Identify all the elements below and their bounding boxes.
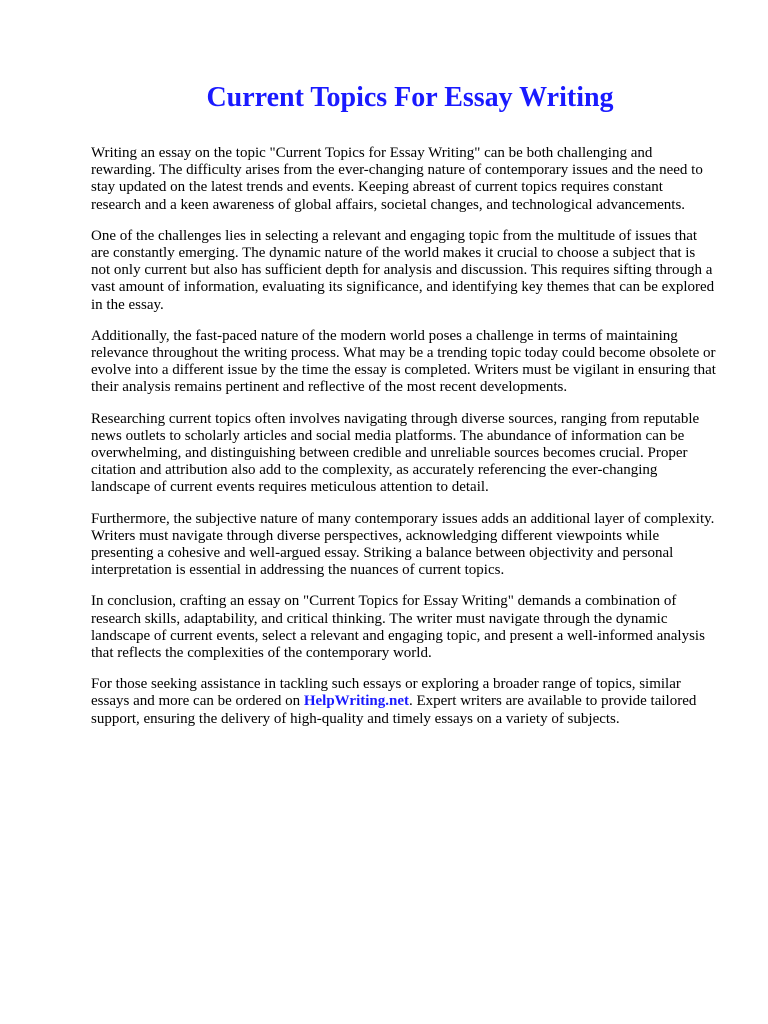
closing-text-after-link: . Expert writers are available to provide tailored support, ensuring the delivery of high-quality and timely essays on a variety of subjects. [91, 693, 697, 727]
paragraph-research: Researching current topics often involves navigating through diverse sources, ranging from reputable news outlets to scholarly articles and social media platforms. The abundance of information can be overwhelming, and distinguishing between credible and unreliable sources becomes crucial. Proper citation and attribution also add to the complexity, as accurately referencing the ever-changing landscape of current events requires meticulous attention to detail. [91, 410, 700, 496]
paragraph-intro: Writing an essay on the topic "Current Topics for Essay Writing" can be both challenging and rewarding. The difficulty arises from the ever-changing nature of contemporary issues and the need to stay updated on the latest trends and events. Keeping abreast of current topics requires constant research and a keen awareness of global affairs, societal changes, and technological advancements. [91, 145, 703, 213]
paragraph-topic-selection: One of the challenges lies in selecting a relevant and engaging topic from the multitude of issues that are constantly emerging. The dynamic nature of the world makes it crucial to choose a subject that is not only current but also has sufficient depth for analysis and discussion. This requires sifting through a vast amount of information, evaluating its significance, and identifying key themes that can be explored in the essay. [91, 227, 715, 313]
helpwriting-link[interactable]: HelpWriting.net [303, 693, 409, 710]
paragraph-relevance: Additionally, the fast-paced nature of the modern world poses a challenge in terms of maintaining relevance throughout the writing process. What may be a trending topic today could become obsolete or evolve into a different issue by the time the essay is completed. Writers must be vigilant in ensuring that their analysis remains pertinent and reflective of the most recent developments. [91, 327, 716, 396]
paragraph-conclusion: In conclusion, crafting an essay on "Current Topics for Essay Writing" demands a combination of research skills, adaptability, and critical thinking. The writer must navigate through the dynamic landscape of current events, select a relevant and engaging topic, and present a well-informed analysis that reflects the complexities of the contemporary world. [91, 593, 705, 662]
document-title: Current Topics For Essay Writing [206, 82, 614, 113]
paragraph-subjectivity: Furthermore, the subjective nature of many contemporary issues adds an additional layer of complexity. Writers must navigate through diverse perspectives, acknowledging different viewpoints while presenting a cohesive and well-argued essay. Striking a balance between objectivity and personal interpretation is essential in addressing the nuances of current topics. [91, 510, 715, 579]
paragraph-closing [91, 676, 716, 728]
document-body [91, 145, 716, 742]
closing-text-before-link: For those seeking assistance in tackling such essays or exploring a broader range of topics, similar essays and more can be ordered on [91, 676, 681, 710]
